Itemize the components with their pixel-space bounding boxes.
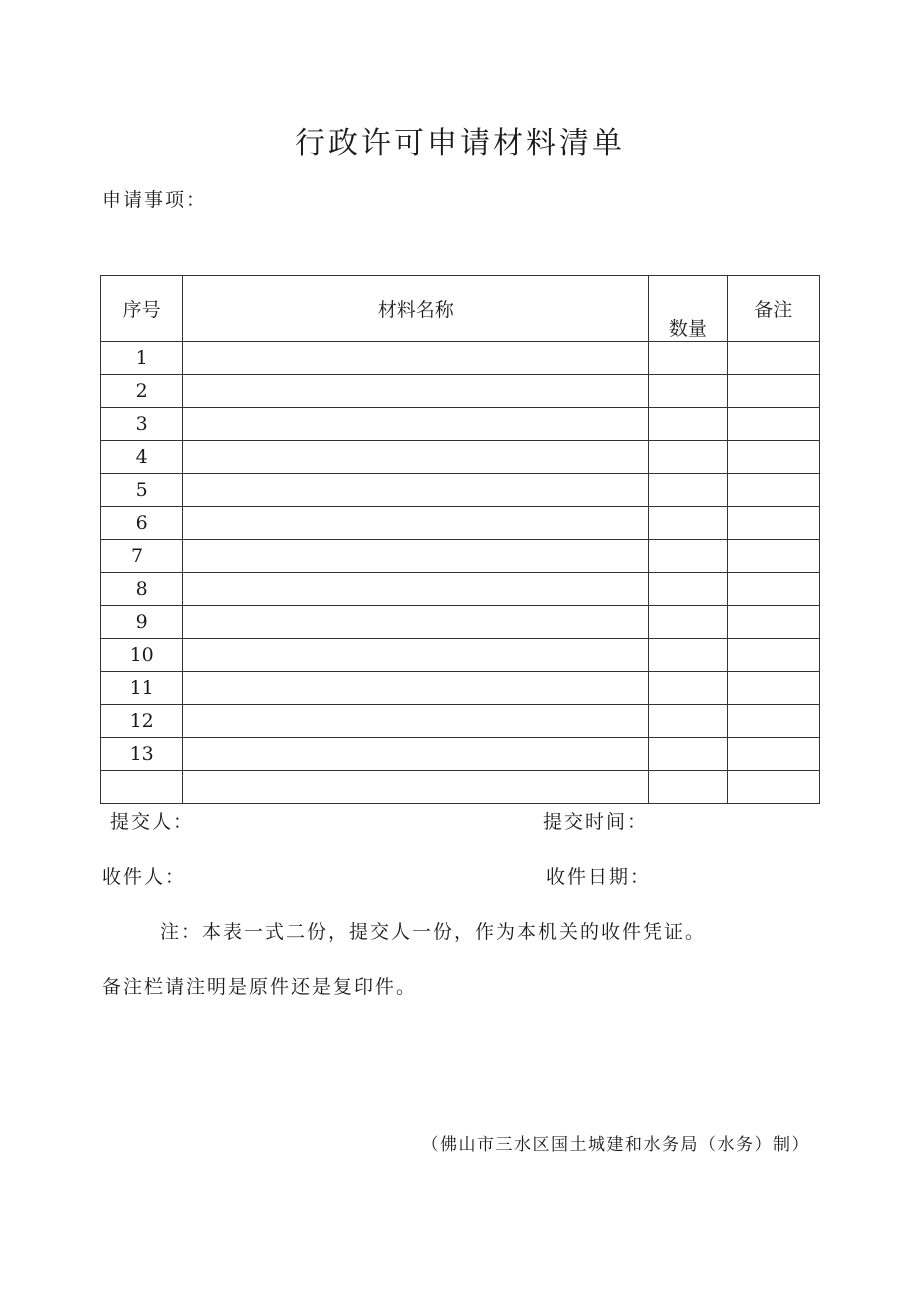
row-quantity-cell [649, 705, 727, 738]
row-remarks-cell [727, 639, 819, 672]
row-seq-cell: 4 [101, 441, 183, 474]
row-remarks-cell [727, 375, 819, 408]
table-row [101, 375, 820, 408]
table-row [101, 474, 820, 507]
row-remarks-cell [727, 771, 819, 804]
table-row [101, 672, 820, 705]
row-material-name-cell [183, 441, 649, 474]
receiver-label: 收件人： [102, 866, 187, 888]
row-quantity-cell [649, 342, 727, 375]
row-material-name-cell [183, 540, 649, 573]
row-seq-cell: 10 [101, 639, 183, 672]
document-title: 行政许可申请材料清单 [295, 126, 625, 161]
table-row [101, 771, 820, 804]
header-material-name: 材料名称 [183, 276, 649, 342]
row-quantity-cell [649, 408, 727, 441]
table-row [101, 606, 820, 639]
row-material-name-cell [183, 375, 649, 408]
row-seq-cell: 9 [101, 606, 183, 639]
table-row [101, 540, 820, 573]
row-quantity-cell [649, 771, 727, 804]
table-row [101, 507, 820, 540]
row-quantity-cell [649, 507, 727, 540]
row-remarks-cell [727, 441, 819, 474]
table-row [101, 408, 820, 441]
row-remarks-cell [727, 672, 819, 705]
copies-note: 注：本表一式二份，提交人一份，作为本机关的收件凭证。 [160, 921, 707, 943]
issuing-authority: （佛山市三水区国土城建和水务局（水务）制） [421, 1135, 810, 1155]
row-remarks-cell [727, 738, 819, 771]
row-seq-cell: 1 [101, 342, 183, 375]
row-seq-cell [101, 771, 183, 804]
row-remarks-cell [727, 342, 819, 375]
row-material-name-cell [183, 474, 649, 507]
row-quantity-cell [649, 606, 727, 639]
submit-time-label: 提交时间： [543, 811, 649, 833]
row-quantity-cell [649, 474, 727, 507]
row-remarks-cell [727, 606, 819, 639]
row-quantity-cell [649, 573, 727, 606]
row-remarks-cell [727, 705, 819, 738]
table-row [101, 639, 820, 672]
header-seq: 序号 [101, 276, 183, 342]
submitter-label: 提交人： [110, 811, 195, 833]
header-quantity: 数量 [649, 276, 727, 342]
row-seq-cell: 11 [101, 672, 183, 705]
row-remarks-cell [727, 540, 819, 573]
row-material-name-cell [183, 342, 649, 375]
row-quantity-cell [649, 639, 727, 672]
table-header-row [101, 276, 820, 342]
row-material-name-cell [183, 738, 649, 771]
row-material-name-cell [183, 672, 649, 705]
header-remarks: 备注 [727, 276, 819, 342]
row-remarks-cell [727, 474, 819, 507]
table-row [101, 738, 820, 771]
row-seq-cell: 2 [101, 375, 183, 408]
row-material-name-cell [183, 639, 649, 672]
row-quantity-cell [649, 540, 727, 573]
table-row [101, 342, 820, 375]
row-remarks-cell [727, 573, 819, 606]
table-row [101, 573, 820, 606]
row-seq-cell: 5 [101, 474, 183, 507]
row-seq-cell: 12 [101, 705, 183, 738]
row-material-name-cell [183, 507, 649, 540]
application-matter-label: 申请事项： [102, 189, 208, 211]
row-remarks-cell [727, 507, 819, 540]
row-seq-cell: 7 [101, 540, 183, 573]
row-seq-cell: 8 [101, 573, 183, 606]
table-row [101, 705, 820, 738]
row-remarks-cell [727, 408, 819, 441]
row-seq-cell: 13 [101, 738, 183, 771]
receive-date-label: 收件日期： [546, 866, 652, 888]
row-quantity-cell [649, 375, 727, 408]
row-quantity-cell [649, 441, 727, 474]
row-material-name-cell [183, 573, 649, 606]
materials-table [100, 275, 820, 804]
remarks-instruction: 备注栏请注明是原件还是复印件。 [102, 976, 418, 998]
row-material-name-cell [183, 408, 649, 441]
row-quantity-cell [649, 738, 727, 771]
row-material-name-cell [183, 606, 649, 639]
table-row [101, 441, 820, 474]
row-seq-cell: 3 [101, 408, 183, 441]
row-seq-cell: 6 [101, 507, 183, 540]
row-quantity-cell [649, 672, 727, 705]
row-material-name-cell [183, 705, 649, 738]
row-material-name-cell [183, 771, 649, 804]
